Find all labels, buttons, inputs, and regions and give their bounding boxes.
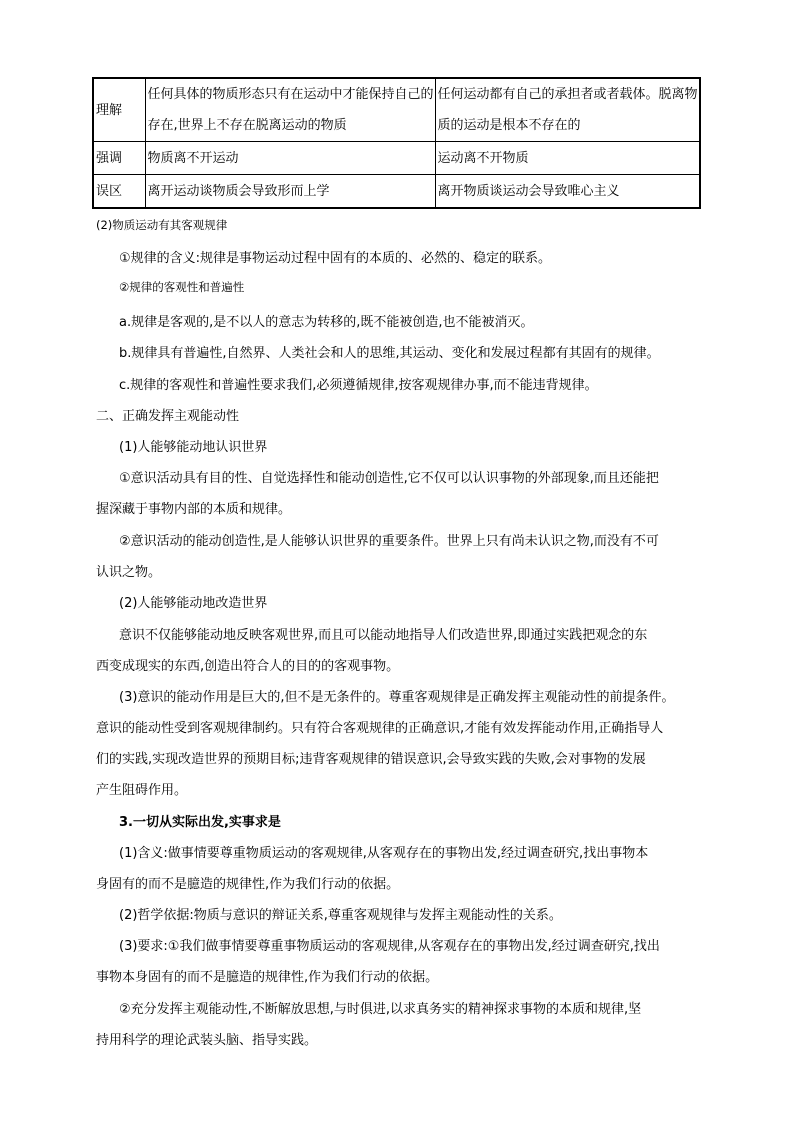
section-heading: 二、正确发挥主观能动性 [96, 409, 240, 424]
subheading: (2)人能够能动地改造世界 [119, 596, 268, 611]
table-cell: 离开物质谈运动会导致唯心主义 [435, 175, 700, 209]
paragraph: (3)意识的能动作用是巨大的,但不是无条件的。尊重客观规律是正确发挥主观能动性的前提条件。 [119, 690, 675, 705]
paragraph: (2)哲学依据:物质与意识的辩证关系,尊重客观规律与发挥主观能动性的关系。 [119, 908, 562, 923]
paragraph: 西变成现实的东西,创造出符合人的目的的客观事物。 [96, 659, 400, 674]
table-cell: 运动离不开物质 [435, 142, 700, 175]
table-row [93, 78, 700, 142]
paragraph: 握深藏于事物内部的本质和规律。 [96, 502, 292, 517]
paragraph: 事物本身固有的而不是臆造的规律性,作为我们行动的依据。 [96, 970, 439, 985]
section-heading: 3.一切从实际出发,实事求是 [119, 815, 281, 830]
row-label: 强调 [93, 142, 145, 175]
table-cell: 任何运动都有自己的承担者或者载体。脱离物质的运动是根本不存在的 [435, 78, 700, 142]
paragraph: 身固有的而不是臆造的规律性,作为我们行动的依据。 [96, 877, 400, 892]
subheading: (1)人能够能动地认识世界 [119, 440, 268, 455]
paragraph: ①规律的含义:规律是事物运动过程中固有的本质的、必然的、稳定的联系。 [119, 251, 552, 266]
table-cell: 离开运动谈物质会导致形而上学 [145, 175, 435, 209]
paragraph: c.规律的客观性和普遍性要求我们,必须遵循规律,按客观规律办事,而不能违背规律。 [119, 378, 598, 393]
paragraph: 持用科学的理论武装头脑、指导实践。 [96, 1033, 318, 1048]
paragraph: (3)要求:①我们做事情要尊重事物质运动的客观规律,从客观存在的事物出发,经过调查研究,找出 [119, 939, 660, 954]
paragraph: a.规律是客观的,是不以人的意志为转移的,既不能被创造,也不能被消灭。 [119, 315, 534, 330]
paragraph: ②意识活动的能动创造性,是人能够认识世界的重要条件。世界上只有尚未认识之物,而没有不可 [119, 534, 659, 549]
paragraph: ②充分发挥主观能动性,不断解放思想,与时俱进,以求真务实的精神探求事物的本质和规律,坚 [119, 1002, 642, 1017]
row-label: 理解 [93, 78, 145, 142]
matter-motion-table [92, 77, 701, 209]
paragraph: ①意识活动具有目的性、自觉选择性和能动创造性,它不仅可以认识事物的外部现象,而且还能把 [119, 471, 659, 486]
paragraph: b.规律具有普遍性,自然界、人类社会和人的思维,其运动、变化和发展过程都有其固有的规律。 [119, 346, 660, 361]
table-row [93, 175, 700, 209]
paragraph: 认识之物。 [96, 565, 162, 580]
paragraph: (1)含义:做事情要尊重物质运动的客观规律,从客观存在的事物出发,经过调查研究,找出事物本 [119, 846, 649, 861]
table-row [93, 142, 700, 175]
table-cell: 任何具体的物质形态只有在运动中才能保持自己的存在,世界上不存在脱离运动的物质 [145, 78, 435, 142]
table-cell: 物质离不开运动 [145, 142, 435, 175]
subheading: ②规律的客观性和普遍性 [119, 280, 245, 294]
paragraph: 意识的能动性受到客观规律制约。只有符合客观规律的正确意识,才能有效发挥能动作用,正确指导人 [96, 721, 664, 736]
paragraph: 意识不仅能够能动地反映客观世界,而且可以能动地指导人们改造世界,即通过实践把观念的东 [119, 628, 648, 643]
paragraph: 产生阻碍作用。 [96, 783, 188, 798]
paragraph: 们的实践,实现改造世界的预期目标;违背客观规律的错误意识,会导致实践的失败,会对事物的发展 [96, 752, 646, 767]
subheading: (2)物质运动有其客观规律 [96, 218, 228, 232]
row-label: 误区 [93, 175, 145, 209]
